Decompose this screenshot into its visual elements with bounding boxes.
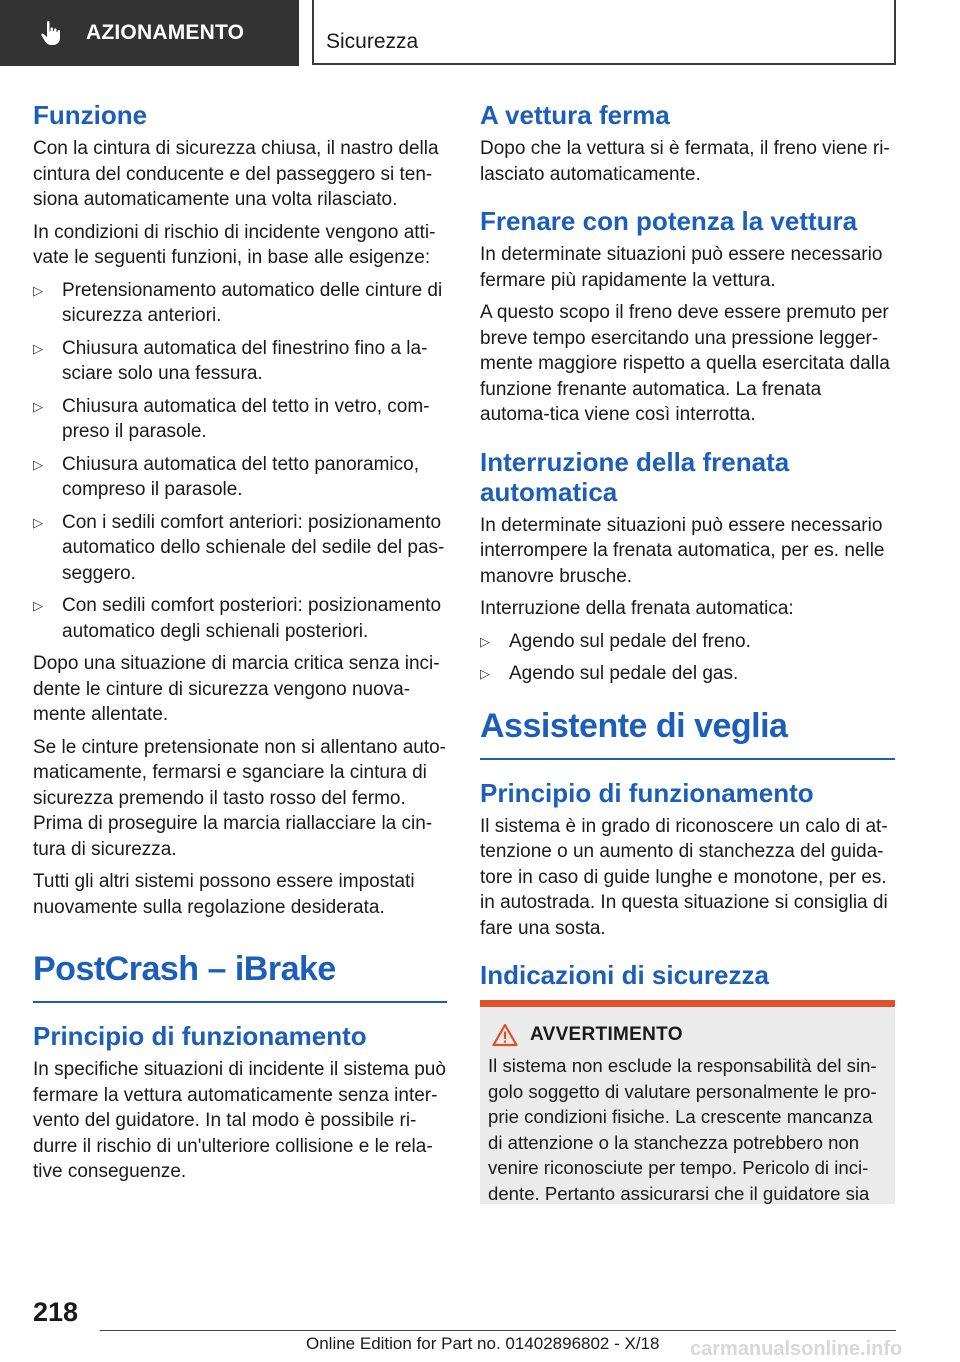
list-item: ▷ Pretensionamento automatico delle cinture di sicurezza anteriori. bbox=[33, 278, 447, 329]
right-column bbox=[480, 100, 895, 1204]
funzione-paragraph-5: Tutti gli altri sistemi possono essere impostati nuovamente sulla regolazione desiderata. bbox=[33, 871, 415, 918]
left-column bbox=[33, 100, 447, 1192]
page-number: 218 bbox=[33, 1297, 79, 1327]
interruzione-heading: Interruzione della frenata automatica bbox=[480, 446, 790, 507]
funzione-paragraph-4: Se le cinture pretensionate non si allentano auto-maticamente, fermarsi e sganciare la cintura di sicurezza premendo il tasto rosso del fermo. Prima di proseguire la marcia riallacciare la cin-tura di sicurezza. bbox=[33, 736, 446, 860]
postcrash-sub-heading: Principio di funzionamento bbox=[33, 1021, 367, 1051]
postcrash-title: PostCrash – iBrake bbox=[33, 949, 447, 1003]
list-item: ▷ Agendo sul pedale del gas. bbox=[480, 661, 895, 687]
frenare-paragraph-1: In determinate situazioni può essere necessario fermare più rapidamente la vettura. bbox=[480, 244, 883, 291]
assistente-paragraph-1: Il sistema è in grado di riconoscere un calo di at-tenzione o un aumento di stanchezza del guida-tore in caso di guide lunghe e monotone, per es. in autostrada. In questa situazione si consiglia di fare una sosta. bbox=[480, 815, 888, 939]
assistente-sub-heading: Principio di funzionamento bbox=[480, 777, 814, 808]
frenare-heading: Frenare con potenza la vettura bbox=[480, 206, 858, 236]
warning-text: Il sistema non esclude la responsabilità del sin-golo soggetto di valutare personalmente le pro-prie condizioni fisiche. La crescente mancanza di attenzione o la stanchezza potrebbero non venire riconosciute per tempo. Pericolo di inci-dente. Pertanto assicurarsi che il guidatore sia bbox=[488, 1055, 877, 1204]
funzione-paragraph-1: Con la cintura di sicurezza chiusa, il nastro della cintura del conducente e del passeggero si ten-siona automaticamente una volta rilasciato. bbox=[33, 138, 439, 210]
funzione-heading: Funzione bbox=[33, 100, 148, 130]
list-item: ▷ Con i sedili comfort anteriori: posizionamento automatico dello schienale del sedile del pas-seggero. bbox=[33, 510, 447, 587]
list-item: ▷ Chiusura automatica del finestrino fino a la-sciare solo una fessura. bbox=[33, 336, 447, 387]
warning-label: AVVERTIMENTO bbox=[530, 1024, 683, 1045]
edition-text: Online Edition for Part no. 01402896802 - X/18 bbox=[306, 1334, 660, 1353]
list-item: ▷ Chiusura automatica del tetto in vetro, com-preso il parasole. bbox=[33, 394, 447, 445]
interruzione-paragraph-2: Interruzione della frenata automatica: bbox=[480, 598, 794, 619]
hand-pointer-icon bbox=[38, 19, 66, 47]
list-item: ▷ Agendo sul pedale del freno. bbox=[480, 629, 895, 655]
vettura-ferma-heading: A vettura ferma bbox=[480, 100, 670, 130]
watermark: carmanualsonline.info bbox=[690, 1338, 903, 1360]
funzione-bullet-list bbox=[33, 278, 447, 645]
funzione-paragraph-3: Dopo una situazione di marcia critica senza inci-dente le cinture di sicurezza vengono nuova-mente allentate. bbox=[33, 653, 440, 725]
warning-box bbox=[480, 1000, 895, 1204]
list-item: ▷ Chiusura automatica del tetto panoramico, compreso il parasole. bbox=[33, 452, 447, 503]
warning-header bbox=[492, 1023, 887, 1047]
interruzione-bullet-list bbox=[480, 629, 895, 687]
interruzione-paragraph-1: In determinate situazioni può essere necessario interrompere la frenata automatica, per es. nelle manovre brusche. bbox=[480, 514, 885, 587]
chapter-tab bbox=[0, 0, 299, 66]
footer-divider bbox=[100, 1330, 896, 1331]
safety-heading: Indicazioni di sicurezza bbox=[480, 960, 769, 990]
funzione-paragraph-2: In condizioni di rischio di incidente vengono atti-vate le seguenti funzioni, in base alle esigenze: bbox=[33, 221, 436, 268]
section-title: Sicurezza bbox=[326, 30, 419, 53]
list-item: ▷ Con sedili comfort posteriori: posizionamento automatico degli schienali posteriori. bbox=[33, 593, 447, 644]
warning-triangle-icon bbox=[492, 1023, 518, 1047]
assistente-title: Assistente di veglia bbox=[480, 706, 895, 760]
chapter-label: AZIONAMENTO bbox=[86, 21, 245, 44]
section-header bbox=[312, 0, 896, 65]
postcrash-paragraph-1: In specifiche situazioni di incidente il sistema può fermare la vettura automaticamente senza inter-vento del guidatore. In tal modo è possibile ri-durre il rischio di un'ulteriore collisione e le rela-tive conseguenze. bbox=[33, 1059, 446, 1182]
frenare-paragraph-2: A questo scopo il freno deve essere premuto per breve tempo esercitando una pressione legger-mente maggiore rispetto a quella esercitata dalla funzione frenante automatica. La frenata automa-tica viene così interrotta. bbox=[480, 302, 890, 425]
vettura-ferma-paragraph: Dopo che la vettura si è fermata, il freno viene ri-lasciato automaticamente. bbox=[480, 138, 890, 185]
